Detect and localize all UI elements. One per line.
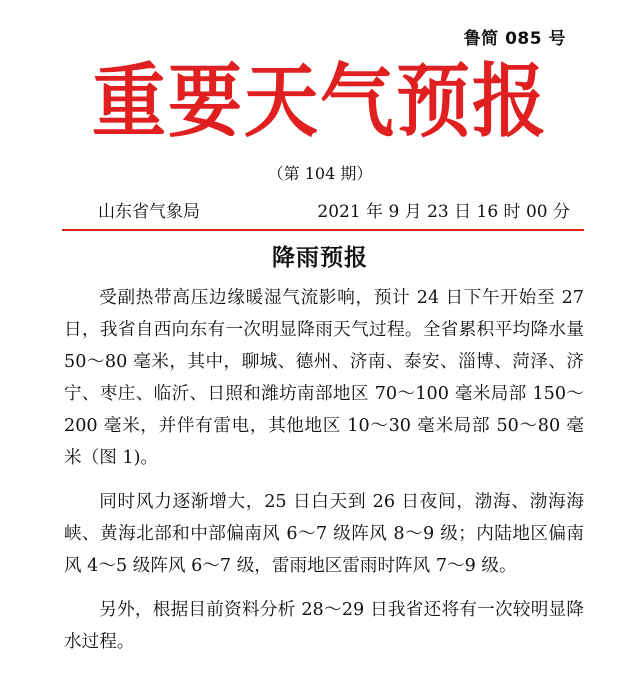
red-divider (62, 229, 584, 231)
forecast-body (64, 282, 584, 658)
paragraph-wind: 同时风力逐渐增大，25 日白天到 26 日夜间，渤海、渤海海峡、黄海北部和中部偏南风 6～7 级阵风 8～9 级；内陆地区偏南风 4～5 级阵风 6～7 级，雷雨地区雷雨时阵风 7～9 级。 (64, 492, 584, 576)
document-number: 鲁简 085 号 (463, 29, 566, 49)
masthead-title: 重要天气预报 (92, 55, 548, 149)
paragraph-outlook: 另外，根据目前资料分析 28～29 日我省还将有一次较明显降水过程。 (64, 600, 584, 652)
issuer-row (88, 198, 576, 226)
section-title: 降雨预报 (272, 245, 368, 271)
issue-number: （第 104 期） (267, 164, 373, 183)
issuing-agency: 山东省气象局 (98, 202, 200, 222)
issue-datetime: 2021 年 9 月 23 日 16 时 00 分 (317, 202, 570, 222)
paragraph-rainfall: 受副热带高压边缘暖湿气流影响，预计 24 日下午开始至 27 日，我省自西向东有一次明显降雨天气过程。全省累积平均降水量 50～80 毫米，其中，聊城、德州、济南、泰安、淄博、菏泽、济宁、枣庄、临沂、日照和潍坊南部地区 70～100 毫米局部 150～200 毫米，并伴有雷电，其他地区 10～30 毫米局部 50～80 毫米（图 1)。 (64, 288, 584, 468)
